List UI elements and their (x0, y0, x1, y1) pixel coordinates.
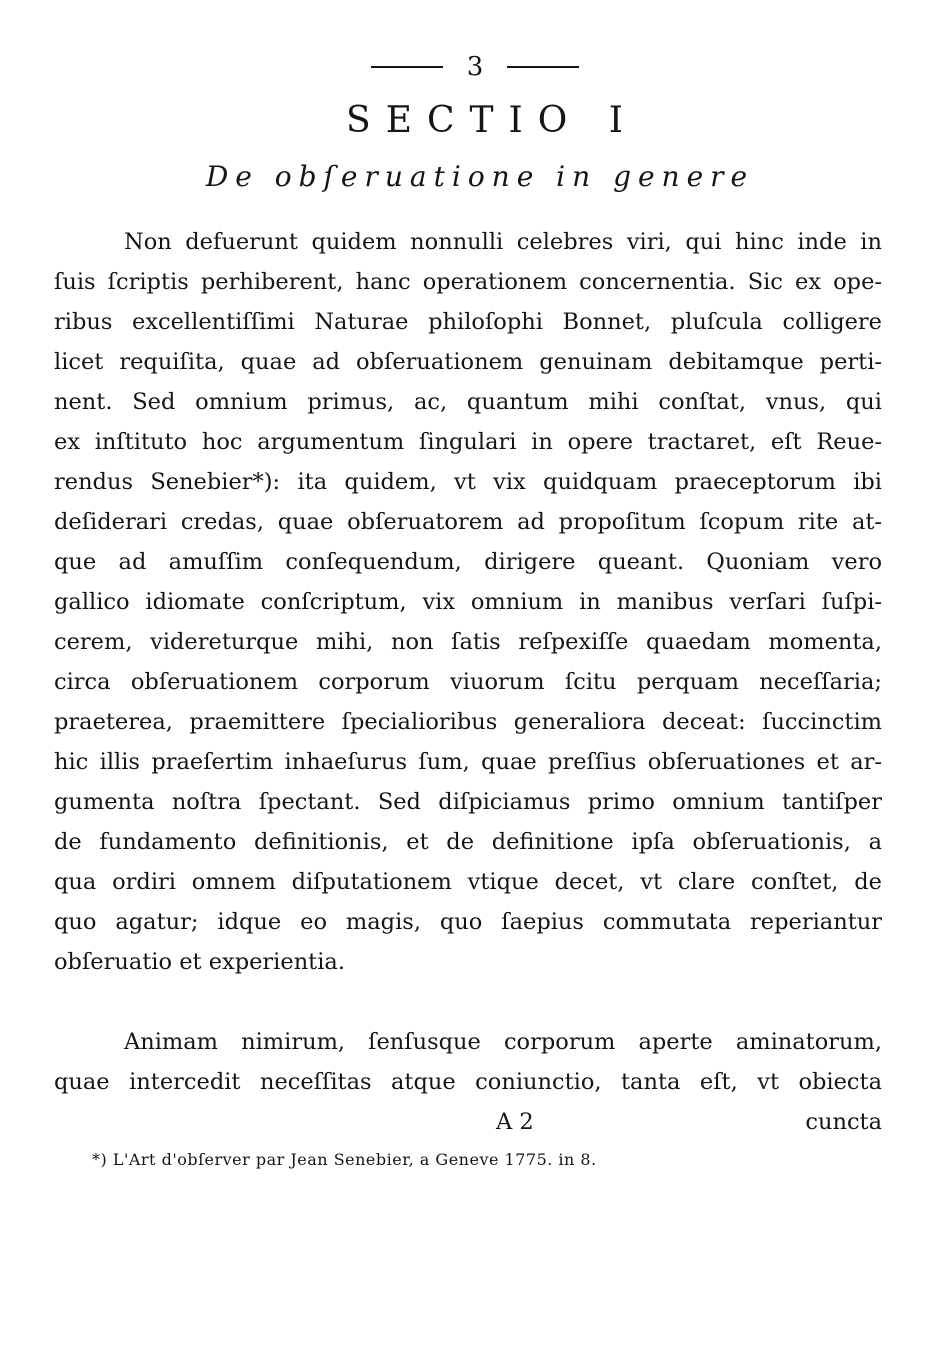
paragraph-1 (54, 222, 882, 982)
signature-mark: A 2 (496, 1109, 534, 1135)
text-line: ſuis ſcriptis perhiberent, hanc operationem concernentia. Sic ex ope- (54, 269, 882, 295)
text-line: gallico idiomate conſcriptum, vix omnium in manibus verſari ſuſpi- (54, 589, 882, 615)
catchword: cuncta (805, 1109, 882, 1135)
text-line: circa obſeruationem corporum viuorum ſcitu perquam neceſſaria; (54, 669, 882, 695)
header-rule-left (371, 66, 443, 68)
section-subtitle: De obſeruatione in genere (205, 160, 755, 193)
text-line: deſiderari credas, quae obſeruatorem ad propoſitum ſcopum rite at- (54, 509, 882, 535)
text-line: rendus Senebier*): ita quidem, vt vix quidquam praeceptorum ibi (54, 469, 882, 495)
text-line: ex inſtituto hoc argumentum ſingulari in opere tractaret, eſt Reue- (54, 429, 882, 455)
text-line: hic illis praeſertim inhaeſurus ſum, quae preſſius obſeruationes et ar- (54, 749, 882, 775)
text-line: ribus excellentiſſimi Naturae philoſophi Bonnet, pluſcula colligere (54, 309, 882, 335)
footnote: *) L'Art d'obſerver par Jean Senebier, a Geneve 1775. in 8. (92, 1150, 597, 1169)
section-title: SECTIO I (346, 100, 638, 141)
text-line: que ad amuſſim conſequendum, dirigere queant. Quoniam vero (54, 549, 882, 575)
paragraph-2 (54, 1022, 882, 1102)
text-line: qua ordiri omnem diſputationem vtique decet, vt clare conſtet, de (54, 869, 882, 895)
text-line: licet requiſita, quae ad obſeruationem genuinam debitamque perti- (54, 349, 882, 375)
text-line: nent. Sed omnium primus, ac, quantum mihi conſtat, vnus, qui (54, 389, 882, 415)
page-footer (54, 1102, 882, 1142)
header-rule-right (507, 66, 579, 68)
text-line: obſeruatio et experientia. (54, 949, 345, 975)
text-line: quo agatur; idque eo magis, quo ſaepius commutata reperiantur (54, 909, 882, 935)
text-line: Non defuerunt quidem nonnulli celebres viri, qui hinc inde in (124, 229, 882, 255)
text-line: de fundamento definitionis, et de definitione ipſa obſeruationis, a (54, 829, 882, 855)
text-line: quae intercedit neceſſitas atque coniunctio, tanta eſt, vt obiecta (54, 1069, 882, 1095)
page-number: 3 (466, 52, 484, 82)
text-line: gumenta noſtra ſpectant. Sed diſpiciamus primo omnium tantiſper (54, 789, 882, 815)
page-header (0, 52, 950, 82)
text-line: cerem, videreturque mihi, non ſatis reſpexiſſe quaedam momenta, (54, 629, 882, 655)
text-line: Animam nimirum, ſenſusque corporum aperte aminatorum, (124, 1029, 882, 1055)
text-line: praeterea, praemittere ſpecialioribus generaliora deceat: ſuccinctim (54, 709, 882, 735)
